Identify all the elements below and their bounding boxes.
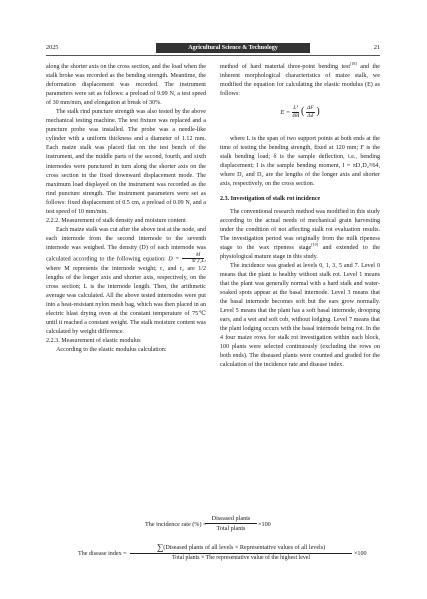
density-text-a: Each maize stalk was cut after the above test at the node, and each internode from the second internode to the seventh internode was weighed. The density (D) of each internode was calculated according to the following equation:	[46, 226, 206, 263]
incidence-denominator: Total plants	[216, 525, 246, 532]
density-denominator: πr₁r₂L	[191, 259, 205, 265]
density-numerator: M	[182, 253, 205, 260]
left-paragraph-4: According to the elastic modulus calculation:	[56, 347, 167, 354]
disease-index-numerator-text: (Diseased plants of all levels × Representative values of all levels)	[163, 545, 326, 551]
density-fraction	[182, 253, 205, 265]
density-equation-lhs: D =	[168, 256, 180, 263]
disease-index-formula	[78, 543, 368, 567]
right-paragraph-3	[220, 208, 380, 262]
open-paren: (	[301, 106, 305, 118]
right-column	[220, 60, 380, 370]
disease-index-numerator	[130, 543, 352, 554]
disease-index-factor: ×100	[354, 551, 367, 557]
subsection-heading-2-2-2: 2.2.2. Measurement of stalk density and moisture content	[46, 217, 186, 224]
fraction-1-denominator: 48I	[291, 113, 300, 120]
close-paren: )	[316, 106, 320, 118]
left-paragraph-2: The stalk rind puncture strength was also tested by the above mechanical testing machine. The test fixture was replaced and a puncture probe was installed. The probe was a needle-like cylinder with a uniform thickness and a diameter of 1.12 mm. Each maize stalk was placed flat on the test bench of the instrument, and the middle parts of the second, fourth, and sixth internodes were punctured in turn along the shorter axis on the cross section in the fixed downward displacement mode. The maximum load displayed on the instrument was recorded as the rind puncture strength. The instrument parameters were set as follows: fixed displacement of 0.5 cm, a preload of 0.09 N, and a test speed of 10 mm/min.	[46, 109, 206, 215]
citation-18: [18]	[350, 60, 357, 66]
right-p1-text-a: method of hard material three-point bending test	[220, 64, 351, 70]
header-page-number: 21	[373, 44, 380, 51]
section-heading-2-3: 2.3. Investigation of stalk rot incidence	[220, 196, 321, 203]
disease-index-fraction	[130, 543, 352, 563]
header-divider	[46, 55, 380, 56]
right-paragraph-4: The incidence was graded at levels 0, 1, 3, 5 and 7. Level 0 means that the plant is healthy without stalk rot. Level 1 means that the plant was generally normal with a hard stalk and water-soaked spots appear at the basal internode. Level 3 means that the basal internode becomes soft but the ears grow normally. Level 5 means that the plant has a soft basal internode, drooping ears, and a wet and soft cob, without lodging. Level 7 means that the plant lodging occurs with the basal internode being rot. In the 4 four maize rows for stalk rot investigation within each block, 100 plants were selected continuously (excluding the rows on both ends). The diseased plants were counted and graded for the calculation of the incidence rate and disease index.	[220, 262, 380, 369]
disease-index-lhs: The disease index =	[78, 551, 127, 557]
right-paragraph-2: where L is the span of two support points at both ends at the time of testing the bending strength, fixed at 120 mm; F is the stalk bending load; δ is the sample deflection, i.e., bending displacement; I is the sample bending moment, I = πD₁D₂³/64, where D₁ and D₂ are the lengths of the longer axis and shorter axis, respectively, on the cross section.	[220, 136, 380, 188]
page-header	[46, 43, 380, 54]
left-column	[46, 63, 206, 355]
right-p3-text-a: The conventional research method was modified in this study according to the actual needs of mechanical grain harvesting under the condition of not affecting stalk rot evaluation results. The investigation period was originally from the milk ripeness stage to the wax ripeness stage	[220, 208, 380, 251]
equation-lhs: E =	[280, 109, 291, 117]
fraction-2-numerator: ΔF	[307, 105, 314, 112]
disease-index-denominator: Total plants × The representative value of the highest level	[171, 555, 311, 561]
right-p1-text-b: and the inherent morphological characteristics of maize stalk, we modified the equation for calculating the elastic modulus (E) as follows:	[220, 64, 380, 98]
elastic-modulus-equation	[220, 105, 380, 127]
header-journal-title: Agricultural Science & Technology	[156, 43, 310, 53]
incidence-formula-lhs: The incidence rate (%) =	[145, 521, 207, 528]
right-p3-text-b: and extended to the physiological mature stage in this study.	[220, 244, 380, 260]
right-paragraph-1	[220, 60, 380, 99]
header-year: 2025	[46, 44, 59, 51]
citation-19: [19]	[311, 241, 318, 247]
left-paragraph-1: along the shorter axis on the cross section, and the load when the stalk broke was recorded as the bending strength. Meantime, the deformation displacement was recorded. The instrument parameters were set as follows: a preload of 9.99 N, a test speed of 30 mm/min, and elongation at break of 30%.	[46, 64, 206, 107]
subsection-heading-2-2-3: 2.2.3. Measurement of elastic modulus	[46, 338, 141, 345]
left-paragraph-3	[46, 226, 206, 338]
incidence-rate-formula	[145, 515, 285, 535]
incidence-fraction	[205, 515, 257, 533]
equation-fraction-1	[292, 105, 299, 120]
fraction-1-numerator: L³	[293, 105, 299, 112]
density-text-b: , where M represents the internode weight; r₁ and r₂ are 1/2 lengths of the longer axis and shorter axis, respectively, on the cross section; L is the internode length. Then, the arithmetic average was calculated. All the above tested internodes were put into a heat-resistant nylon mesh bag, which was then placed in an electric blast drying oven at the constant temperature of 75℃ until it reached a constant weight. The stalk moisture content was calculated by weight difference.	[46, 256, 206, 336]
incidence-factor: ×100	[258, 521, 271, 528]
incidence-numerator: Diseased plants	[205, 515, 257, 524]
summation-symbol: ∑	[156, 542, 164, 552]
fraction-2-denominator: Δδ	[307, 113, 314, 120]
equation-fraction-2	[306, 105, 315, 120]
